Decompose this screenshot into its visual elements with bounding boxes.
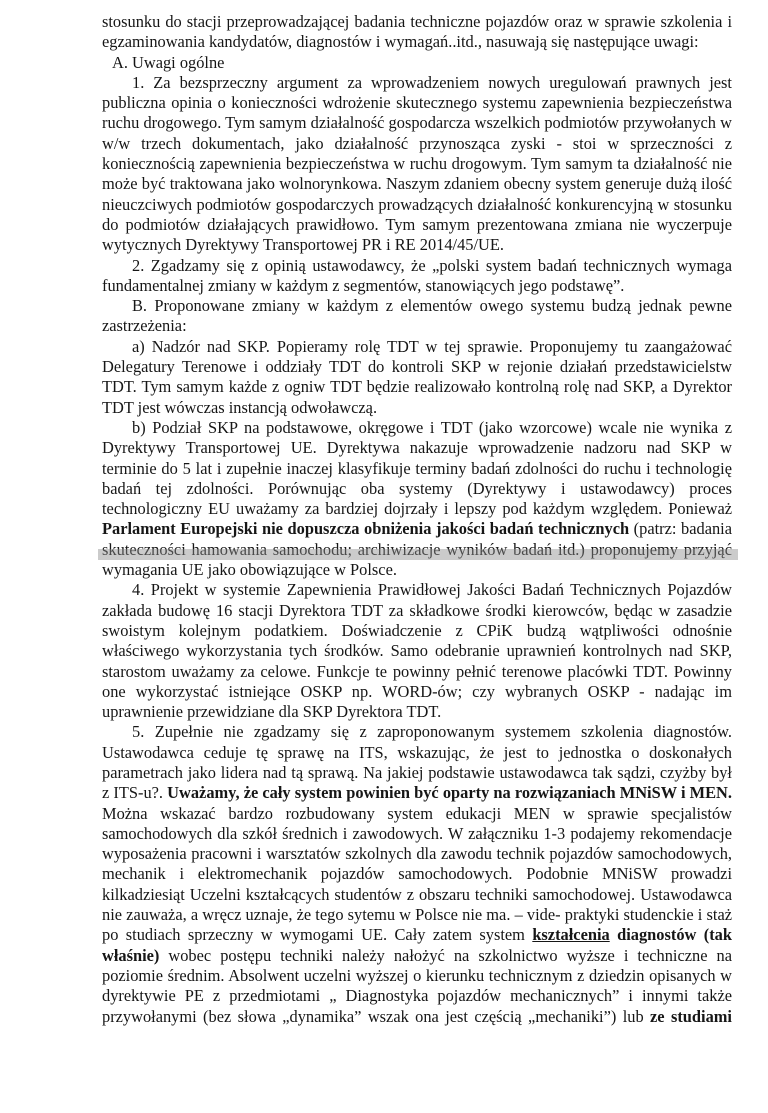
bold-underlined-text: kształcenia — [532, 925, 610, 945]
bold-text: Uważamy, że cały system powinien być oparty na rozwiązaniach MNiSW i MEN. — [167, 783, 732, 803]
paragraph-point-2: 2. Zgadzamy się z opinią ustawodawcy, że „polski system badań technicznych wymaga fundamentalnej zmiany w każdym z segmentów, stanowiących jego podstawę”. — [102, 255, 732, 295]
paragraph-intro: stosunku do stacji przeprowadzającej badania techniczne pojazdów oraz w sprawie szkolenia i egzaminowania kandydatów, diagnostów i wymagań..itd., nasuwają się następujące uwagi: — [102, 12, 732, 52]
paragraph-point-1: 1. Za bezsprzeczny argument za wprowadzeniem nowych uregulowań prawnych jest publiczna opinia o konieczności wdrożenie skutecznego systemu zapewnienia bezpieczeństwa ruchu drogowego. Tym samym działalność gospodarcza wszelkich podmiotów przywołanych w w/w trzech dokumentach, jako działalność przynosząca zyski - stoi w sprzeczności z koniecznością zapewnienia bezpieczeństwa w ruchu drogowym. Tym samym ta działalność nie może być traktowana jako wolnorynkowa. Naszym zdaniem obecny system generuje dużą ilość nieuczciwych podmiotów gospodarczych prowadzących działalność konkurencyjną w stosunku do podmiotów działających prawidłowo. Tym samym prezentowana zmiana nie wyczerpuje wytycznych Dyrektywy Transportowej PR i RE 2014/45/UE. — [102, 72, 732, 255]
bold-text: diagnostów (tak właśnie) — [102, 925, 732, 965]
paragraph-point-5: 5. Zupełnie nie zgadzamy się z zaproponowanym systemem szkolenia diagnostów. Ustawodawca ceduje tę sprawę na ITS, wskazując, że jest to jednostka o doskonałych parametrach jako lidera nad tą sprawą. Na jakiej podstawie ustawodawca tak sądzi, czyżby był z ITS-u?. Uważamy, że cały system powinien być oparty na rozwiązaniach MNiSW i MEN. Można wskazać bardzo rozbudowany system edukacji MEN w sprawie specjalistów samochodowych dla szkół średnich i zawodowych. W załączniku 1-3 podajemy rekomendacje wyposażenia pracowni i warsztatów szkolnych dla zawodu technik pojazdów samochodowych, mechanik i elektromechanik pojazdów samochodowych. Podobnie MNiSW prowadzi kilkadziesiąt Uczelni kształcących studentów z obszaru techniki samochodowej. Ustawodawca nie zauważa, a wręcz uznaje, że tego sytemu w Polsce nie ma. – vide- praktyki studenckie i staż po studiach sprzeczny w wymogami UE. Cały zatem system kształcenia diagnostów (tak właśnie) wobec postępu techniki należy nałożyć na szkolnictwo wyższe i techniczne na poziomie średnim. Absolwent uczelni wyższej o kierunku technicznym z dziedzin opisanych w dyrektywie PE z przedmiotami „ Diagnostyka pojazdów mechanicznych” i innymi także przywołanymi (bez słowa „dynamika” wszak ona jest częścią „mechaniki”) lub ze studiami — [102, 722, 732, 1026]
section-a-heading: A. Uwagi ogólne — [112, 52, 225, 72]
paragraph-section-b: B. Proponowane zmiany w każdym z elementów owego systemu budzą jednak pewne zastrzeżenia: — [102, 296, 732, 336]
bold-text: Parlament Europejski nie dopuszcza obniżenia jakości badań technicznych — [102, 519, 630, 539]
paragraph-point-b-a: a) Nadzór nad SKP. Popieramy rolę TDT w tej sprawie. Proponujemy tu zaangażować Delegatury Terenowe i oddziały TDT do kontroli SKP w rejonie działań przedstawicielstw TDT. Tym samym każde z ogniw TDT będzie realizowało kontrolną rolę nad SKP, a Dyrektor TDT jest wówczas instancją odwoławczą. — [102, 336, 732, 417]
paragraph-point-4: 4. Projekt w systemie Zapewnienia Prawidłowej Jakości Badań Technicznych Pojazdów zakłada budowę 16 stacji Dyrektora TDT za składkowe środki kierowców, będąc w zasadzie swoistym kolejnym podatkiem. Doświadczenie z CPiK budzą wątpliwości odnośnie właściwego wykorzystania tych środków. Samo odebranie uprawnień kontrolnych nad SKP, starostom uważamy za celowe. Funkcje te powinny pełnić terenowe placówki TDT. Powinny one wykorzystać istniejące OSKP np. WORD-ów; czy wybranych OSKP - nadając im uprawnienie przewidziane dla SKP Dyrektora TDT. — [102, 580, 732, 722]
bold-text: ze studiami — [650, 1006, 732, 1026]
paragraph-point-b-b: b) Podział SKP na podstawowe, okręgowe i TDT (jako wzorcowe) wcale nie wynika z Dyrektywy Transportowej UE. Dyrektywa nakazuje wprowadzenie nadzoru nad SKP w terminie do 5 lat i zupełnie inaczej klasyfikuje terminy badań zdolności do ruchu i technologię badań tej zdolności. Porównując oba systemy (Dyrektywy i ustawodawcy) proces technologiczny EU uważamy za bardziej dojrzały i lepszy pod każdym względem. Ponieważ Parlament Europejski nie dopuszcza obniżenia jakości badań technicznych (patrz: badania skuteczności hamowania samochodu; archiwizacje wyników badań itd.) proponujemy przyjąć wymagania UE jako obowiązujące w Polsce. — [102, 417, 732, 580]
